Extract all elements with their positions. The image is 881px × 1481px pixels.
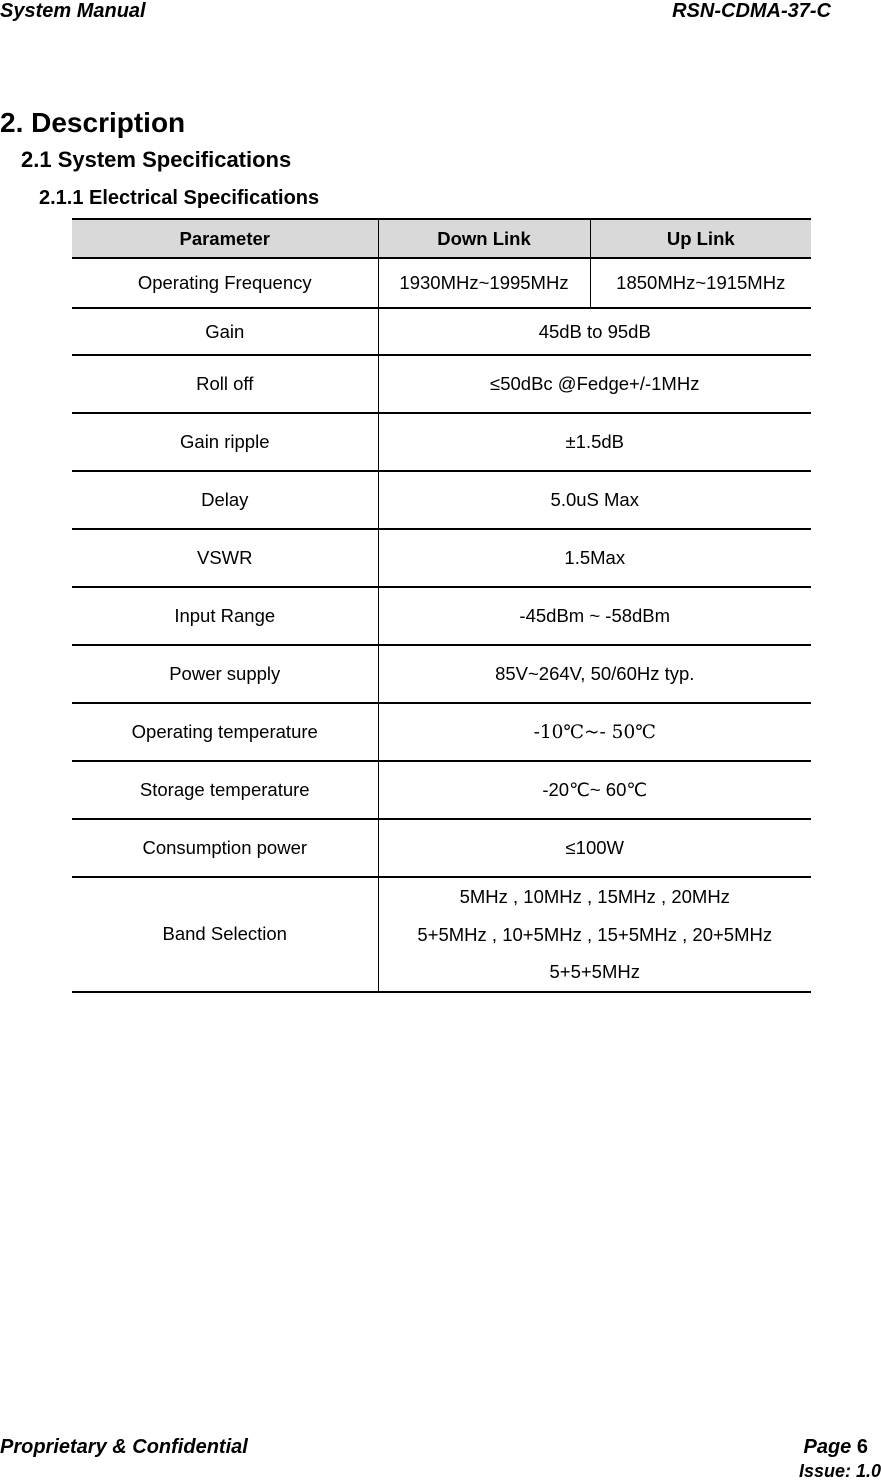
footer-confidential: Proprietary & Confidential: [0, 1436, 248, 1458]
column-header-up-link: Up Link: [590, 219, 811, 258]
table-row: [72, 645, 811, 703]
up-link-value: 1850MHz~1915MHz: [590, 258, 811, 308]
table-row: [72, 761, 811, 819]
param-value: 1.5Max: [378, 529, 811, 587]
param-label: Power supply: [72, 645, 378, 703]
param-label: Operating temperature: [72, 703, 378, 761]
subsection-heading: 2.1 System Specifications: [21, 147, 292, 172]
param-value: 85V~264V, 50/60Hz typ.: [378, 645, 811, 703]
band-selection-values: [378, 877, 811, 992]
header-model: RSN-CDMA-37-C: [672, 0, 831, 22]
table-row: [72, 529, 811, 587]
param-label: Delay: [72, 471, 378, 529]
table-row: [72, 819, 811, 877]
band-line: 5MHz , 10MHz , 15MHz , 20MHz: [459, 886, 730, 907]
electrical-specifications-table: [72, 218, 811, 993]
footer-issue: Issue: 1.0: [798, 1461, 881, 1481]
band-line: 5+5+5MHz: [549, 961, 640, 982]
param-value: 45dB to 95dB: [378, 308, 811, 355]
table-row: [72, 703, 811, 761]
page-number: 6: [856, 1436, 868, 1458]
table-row: [72, 587, 811, 645]
header-title: System Manual: [0, 0, 146, 22]
param-label: Roll off: [72, 355, 378, 413]
param-value: 5.0uS Max: [378, 471, 811, 529]
param-label: Gain ripple: [72, 413, 378, 471]
table-row: [72, 877, 811, 992]
param-label: Band Selection: [72, 877, 378, 992]
footer-page: [804, 1436, 869, 1458]
table-row: [72, 471, 811, 529]
column-header-parameter: Parameter: [72, 219, 378, 258]
param-value: ≤50dBc @Fedge+/-1MHz: [378, 355, 811, 413]
column-header-down-link: Down Link: [378, 219, 590, 258]
section-heading: 2. Description: [0, 107, 186, 138]
param-value: ≤100W: [378, 819, 811, 877]
param-label: VSWR: [72, 529, 378, 587]
param-label: Operating Frequency: [72, 258, 378, 308]
param-value: -20℃~ 60℃: [378, 761, 811, 819]
param-label: Input Range: [72, 587, 378, 645]
band-line: 5+5MHz , 10+5MHz , 15+5MHz , 20+5MHz: [417, 923, 773, 945]
param-label: Gain: [72, 308, 378, 355]
param-value: -10℃~- 50℃: [378, 703, 811, 761]
table-row: [72, 308, 811, 355]
table-row: [72, 413, 811, 471]
param-value: -45dBm ~ -58dBm: [378, 587, 811, 645]
down-link-value: 1930MHz~1995MHz: [378, 258, 590, 308]
table-row: [72, 355, 811, 413]
table-header-row: [72, 219, 811, 258]
param-label: Consumption power: [72, 819, 378, 877]
subsubsection-heading: 2.1.1 Electrical Specifications: [39, 187, 320, 209]
param-value: ±1.5dB: [378, 413, 811, 471]
page-label: Page: [803, 1436, 852, 1458]
table-row: [72, 258, 811, 308]
param-label: Storage temperature: [72, 761, 378, 819]
